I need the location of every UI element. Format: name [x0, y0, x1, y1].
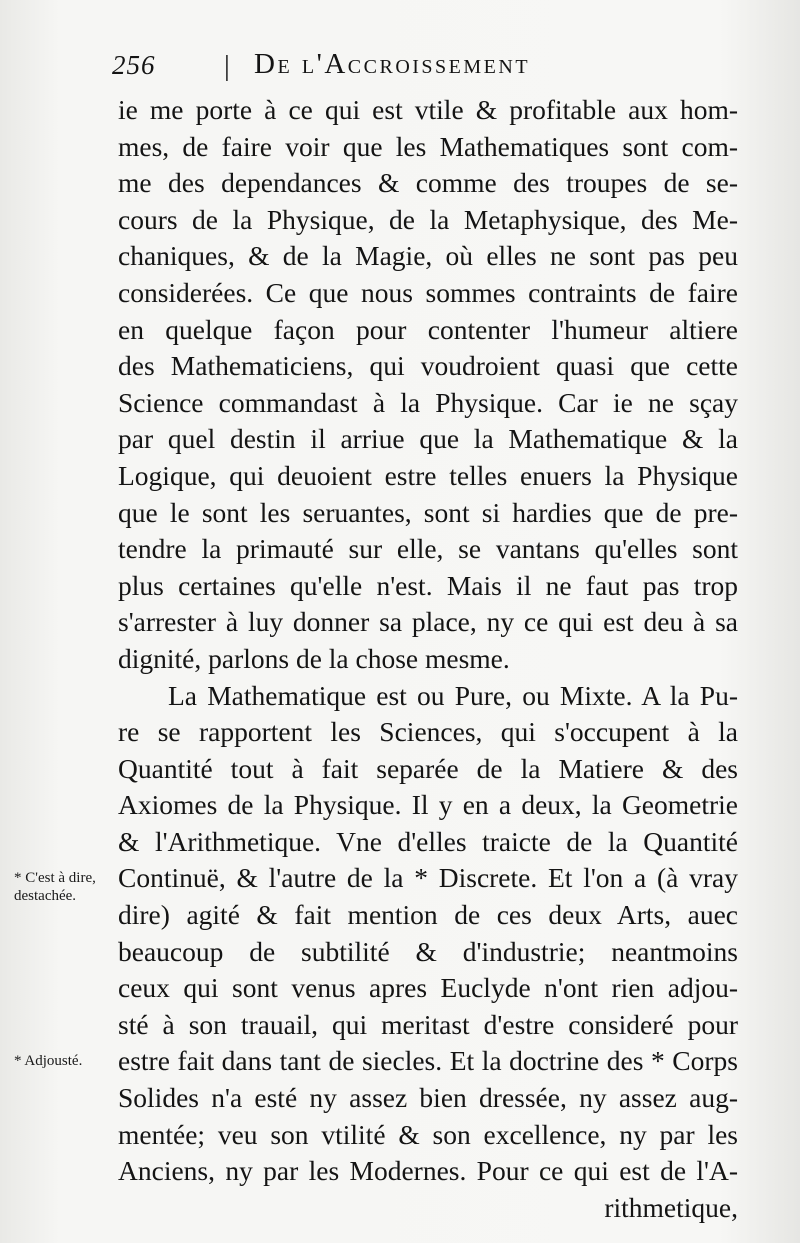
text-line: re se rapportent les Sciences, qui s'occupent à la	[118, 716, 738, 748]
text-line: & l'Arithmetique. Vne d'elles traicte de la Quantité	[118, 825, 738, 857]
text-line: tendre la primauté sur elle, se vantans qu'elles sont	[118, 533, 738, 565]
text-line: Science commandast à la Physique. Car ie ne sçay	[118, 386, 738, 418]
text-line: Logique, qui deuoient estre telles enuers la Physique	[118, 459, 738, 491]
text-line: rithmetique,	[604, 1191, 738, 1223]
text-line: des Mathematiciens, qui voudroient quasi que cette	[118, 350, 738, 382]
text-line: cours de la Physique, de la Metaphysique, des Me-	[118, 203, 738, 235]
text-line: considerées. Ce que nous sommes contraints de faire	[118, 276, 738, 308]
text-line: Quantité tout à fait separée de la Matiere & des	[118, 752, 738, 784]
text-line: Anciens, ny par les Modernes. Pour ce qui est de l'A-	[118, 1155, 738, 1187]
text-line: me des dependances & comme des troupes de se-	[118, 167, 738, 199]
text-line: plus certaines qu'elle n'est. Mais il ne faut pas trop	[118, 569, 738, 601]
text-line: que le sont les seruantes, sont si hardies que de pre-	[118, 496, 738, 528]
text-line: s'arrester à luy donner sa place, ny ce qui est deu à sa	[118, 606, 738, 638]
margin-note: * C'est à dire, destachée.	[14, 869, 96, 904]
text-line: en quelque façon pour contenter l'humeur altiere	[118, 313, 738, 345]
body-text	[118, 92, 738, 1226]
text-line: chaniques, & de la Magie, où elles ne sont pas peu	[118, 240, 738, 272]
text-line: mentée; veu son vtilité & son excellence, ny par les	[118, 1118, 738, 1150]
text-line: Solides n'a esté ny assez bien dressée, ny assez aug-	[118, 1082, 738, 1114]
text-line: ie me porte à ce qui est vtile & profitable aux hom-	[118, 94, 738, 125]
text-line: beaucoup de subtilité & d'industrie; neantmoins	[118, 935, 738, 967]
text-line: dignité, parlons de la chose mesme.	[118, 642, 510, 674]
text-line: ceux qui sont venus apres Euclyde n'ont rien adjou-	[118, 972, 738, 1004]
text-line: sté à son trauail, qui meritast d'estre consideré pour	[118, 1008, 738, 1040]
running-header	[112, 48, 732, 88]
header-mark: |	[224, 50, 231, 82]
text-line: mes, de faire voir que les Mathematiques sont com-	[118, 130, 738, 162]
text-line: dire) agité & fait mention de ces deux Arts, auec	[118, 899, 738, 931]
text-line: estre fait dans tant de siecles. Et la doctrine des * Corps	[118, 1045, 738, 1077]
text-line: La Mathematique est ou Pure, ou Mixte. A la Pu-	[168, 679, 738, 711]
margin-note: * Adjousté.	[14, 1052, 83, 1069]
text-line: par quel destin il arriue que la Mathematique & la	[118, 423, 738, 455]
text-line: Continuë, & l'autre de la * Discrete. Et l'on a (à vray	[118, 862, 738, 894]
page-number: 256	[112, 50, 156, 80]
text-line: Axiomes de la Physique. Il y en a deux, la Geometrie	[118, 789, 738, 821]
running-title: De l'Accroissement	[254, 48, 531, 80]
